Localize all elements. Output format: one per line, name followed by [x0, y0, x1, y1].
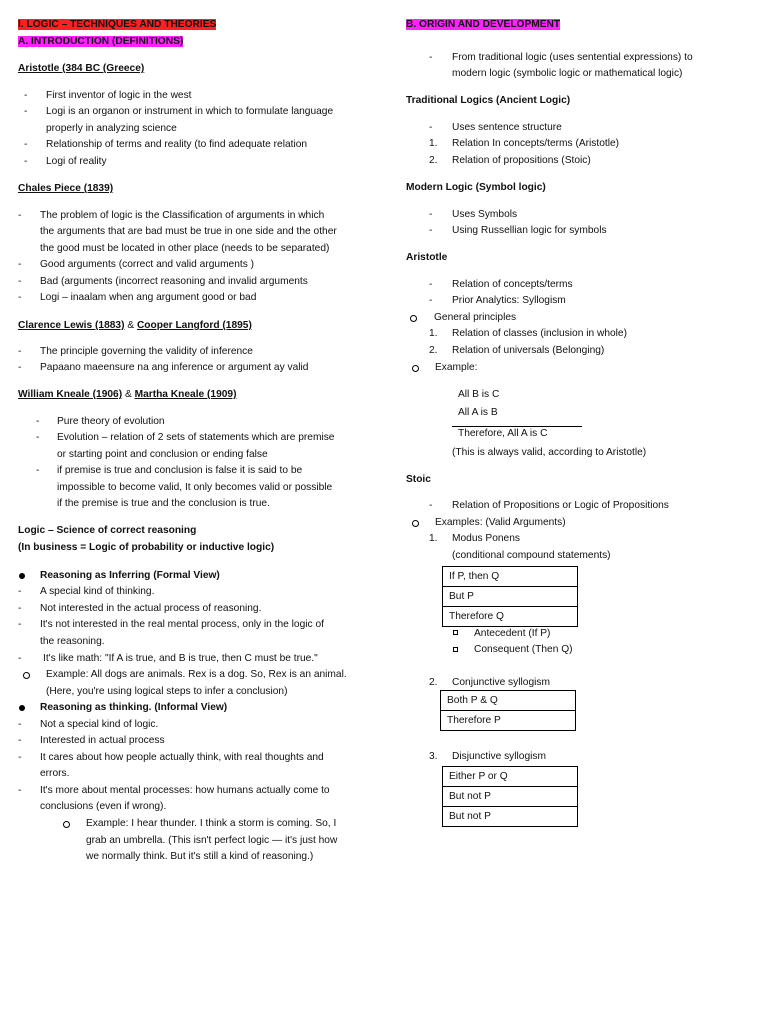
bullet-icon [19, 573, 25, 579]
list-item: First inventor of logic in the west [46, 90, 192, 101]
list-item: Relation of propositions (Stoic) [452, 155, 591, 166]
list-item: Bad (arguments (incorrect reasoning and invalid arguments [40, 276, 308, 287]
list-item: errors. [40, 768, 70, 779]
example-text: we normally think. But it's still a kind of reasoning.) [86, 851, 314, 862]
disjunctive-table [442, 766, 578, 827]
dash-marker: - [429, 209, 433, 220]
dash-marker: - [429, 279, 433, 290]
list-item: Not a special kind of logic. [40, 719, 159, 730]
section-title-logic [18, 17, 216, 33]
peirce-heading: Chales Piece (1839) [18, 183, 114, 194]
circle-bullet-icon [412, 365, 419, 372]
table-row [443, 607, 578, 627]
list-item: Relation of classes (inclusion in whole) [452, 328, 627, 339]
square-bullet-icon [453, 630, 458, 635]
title-highlight: B. ORIGIN AND DEVELOPMENT [406, 19, 561, 30]
circle-bullet-icon [412, 520, 419, 527]
example-text: Example: I hear thunder. I think a storm is coming. So, I [86, 818, 337, 829]
modus-ponens-subtitle: (conditional compound statements) [452, 550, 611, 561]
syllogism-note: (This is always valid, according to Aristotle) [452, 447, 647, 458]
list-item: Good arguments (correct and valid arguments ) [40, 259, 255, 270]
ampersand: & [127, 320, 135, 331]
dash-marker: - [18, 785, 22, 796]
examples-label: Examples: (Valid Arguments) [435, 517, 566, 528]
modus-ponens-title: Modus Ponens [452, 533, 520, 544]
dash-marker: - [18, 276, 22, 287]
syllogism-conclusion: Therefore, All A is C [458, 428, 548, 439]
list-number: 1. [429, 138, 438, 149]
table-cell: If P, then Q [443, 567, 578, 587]
list-item: General principles [434, 312, 517, 323]
list-item: Papaano maeensure na ang inference or argument ay valid [40, 362, 309, 373]
table-row [443, 567, 578, 587]
list-item: The problem of logic is the Classification of arguments in which [40, 210, 325, 221]
logic-business-definition: (In business = Logic of probability or inductive logic) [18, 542, 275, 553]
list-number: 1. [429, 328, 438, 339]
syllogism-premise: All A is B [458, 407, 498, 418]
dash-marker: - [18, 210, 22, 221]
conjunctive-table [440, 690, 576, 731]
list-item: Logi of reality [46, 156, 107, 167]
list-number: 2. [429, 155, 438, 166]
section-title-introduction [18, 34, 183, 50]
table-row [443, 767, 578, 787]
modern-logic-heading: Modern Logic (Symbol logic) [406, 182, 546, 193]
list-item: Logi is an organon or instrument in which to formulate language [46, 106, 334, 117]
lewis-langford-heading [18, 318, 252, 334]
list-item: properly in analyzing science [46, 123, 177, 134]
list-item: modern logic (symbolic logic or mathematical logic) [452, 68, 683, 79]
dash-marker: - [24, 106, 28, 117]
ampersand: & [124, 389, 132, 400]
list-item: Consequent (Then Q) [474, 644, 573, 655]
dash-marker: - [429, 52, 433, 63]
list-item: It cares about how people actually think, with real thoughts and [40, 752, 324, 763]
list-item: the reasoning. [40, 636, 105, 647]
dash-marker: - [18, 259, 22, 270]
table-cell: Therefore Q [443, 607, 578, 627]
list-number: 2. [429, 677, 438, 688]
traditional-logic-heading: Traditional Logics (Ancient Logic) [406, 95, 571, 106]
table-cell: But not P [443, 787, 578, 807]
dash-marker: - [18, 735, 22, 746]
dash-marker: - [429, 500, 433, 511]
example-text: Example: All dogs are animals. Rex is a dog. So, Rex is an animal. [46, 669, 347, 680]
aristotle-heading: Aristotle [406, 252, 448, 263]
dash-marker: - [36, 465, 40, 476]
dash-marker: - [24, 156, 28, 167]
list-item: the arguments that are bad must be true in one side and the other [40, 226, 337, 237]
example-text: grab an umbrella. (This isn't perfect logic — it's just how [86, 835, 338, 846]
logic-definition: Logic – Science of correct reasoning [18, 525, 197, 536]
list-item: It's like math: "If A is true, and B is true, then C must be true." [43, 653, 318, 664]
list-item: From traditional logic (uses sentential expressions) to [452, 52, 693, 63]
list-item: the good must be located in other place (needs to be separated) [40, 243, 330, 254]
list-item: Pure theory of evolution [57, 416, 165, 427]
list-item: Relation of universals (Belonging) [452, 345, 605, 356]
dash-marker: - [429, 295, 433, 306]
title-highlight: A. INTRODUCTION (DEFINITIONS) [18, 36, 184, 47]
table-cell: Both P & Q [441, 691, 576, 711]
list-item: or starting point and conclusion or ending false [57, 449, 268, 460]
table-row [443, 787, 578, 807]
table-row [441, 711, 576, 731]
kneale-heading [18, 387, 237, 403]
syllogism-premise: All B is C [458, 389, 500, 400]
dash-marker: - [24, 90, 28, 101]
disjunctive-title: Disjunctive syllogism [452, 751, 546, 762]
table-row [443, 807, 578, 827]
list-item: Uses sentence structure [452, 122, 562, 133]
modus-ponens-table [442, 566, 578, 627]
table-cell: Therefore P [441, 711, 576, 731]
conjunctive-title: Conjunctive syllogism [452, 677, 550, 688]
list-item: Prior Analytics: Syllogism [452, 295, 566, 306]
list-item: It's not interested in the real mental process, only in the logic of [40, 619, 324, 630]
dash-marker: - [429, 225, 433, 236]
list-item: Logi – inaalam when ang argument good or bad [40, 292, 257, 303]
dash-marker: - [36, 432, 40, 443]
table-cell: But not P [443, 807, 578, 827]
list-item: It's more about mental processes: how humans actually come to [40, 785, 330, 796]
list-item: Relation of concepts/terms [452, 279, 573, 290]
example-label: Example: [435, 362, 478, 373]
section-title-origin [406, 17, 560, 33]
list-item: impossible to become valid, It only becomes valid or possible [57, 482, 333, 493]
dash-marker: - [429, 122, 433, 133]
list-item: conclusions (even if wrong). [40, 801, 167, 812]
example-text: (Here, you're using logical steps to infer a conclusion) [46, 686, 288, 697]
list-number: 3. [429, 751, 438, 762]
dash-marker: - [18, 752, 22, 763]
martha-name: Martha Kneale (1909) [134, 389, 237, 400]
formal-view-heading: Reasoning as Inferring (Formal View) [40, 570, 220, 581]
bullet-icon [19, 705, 25, 711]
dash-marker: - [18, 586, 22, 597]
list-item: The principle governing the validity of inference [40, 346, 253, 357]
list-item: A special kind of thinking. [40, 586, 155, 597]
dash-marker: - [36, 416, 40, 427]
circle-bullet-icon [23, 672, 30, 679]
square-bullet-icon [453, 647, 458, 652]
table-cell: But P [443, 587, 578, 607]
list-number: 2. [429, 345, 438, 356]
dash-marker: - [18, 603, 22, 614]
dash-marker: - [18, 346, 22, 357]
list-item: Using Russellian logic for symbols [452, 225, 607, 236]
lewis-name: Clarence Lewis (1883) [18, 320, 125, 331]
dash-marker: - [18, 653, 22, 664]
table-row [443, 587, 578, 607]
list-item: Evolution – relation of 2 sets of statements which are premise [57, 432, 335, 443]
langford-name: Cooper Langford (1895) [136, 320, 252, 331]
title-highlight: I. LOGIC – TECHNIQUES AND THEORIES [18, 19, 217, 30]
dash-marker: - [18, 292, 22, 303]
circle-bullet-icon [410, 315, 417, 322]
list-item: Interested in actual process [40, 735, 165, 746]
dash-marker: - [18, 362, 22, 373]
aristotle-heading: Aristotle (384 BC (Greece) [18, 63, 145, 74]
list-item: Uses Symbols [452, 209, 518, 220]
list-item: Antecedent (If P) [474, 628, 551, 639]
list-item: Relationship of terms and reality (to find adequate relation [46, 139, 308, 150]
list-item: if the premise is true and the conclusion is true. [57, 498, 270, 509]
informal-view-heading: Reasoning as thinking. (Informal View) [40, 702, 228, 713]
stoic-heading: Stoic [406, 474, 431, 485]
list-item: Relation of Propositions or Logic of Propositions [452, 500, 669, 511]
circle-bullet-icon [63, 821, 70, 828]
list-item: if premise is true and conclusion is false it is said to be [57, 465, 303, 476]
table-cell: Either P or Q [443, 767, 578, 787]
dash-marker: - [18, 719, 22, 730]
list-item: Not interested in the actual process of reasoning. [40, 603, 262, 614]
dash-marker: - [24, 139, 28, 150]
william-name: William Kneale (1906) [18, 389, 123, 400]
list-item: Relation In concepts/terms (Aristotle) [452, 138, 620, 149]
list-number: 1. [429, 533, 438, 544]
dash-marker: - [18, 619, 22, 630]
table-row [441, 691, 576, 711]
